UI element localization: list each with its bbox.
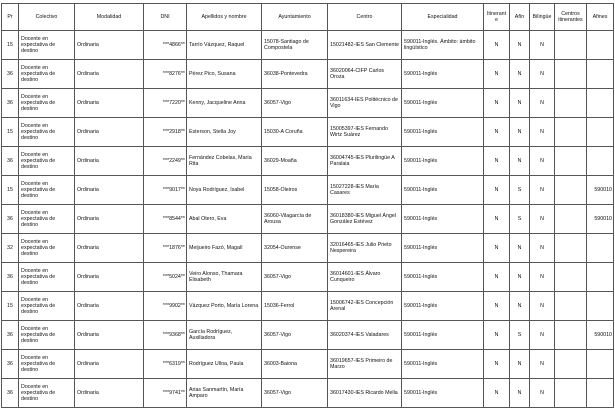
cell-afin: N: [510, 350, 530, 379]
cell-colectivo: Docente en expectativa de destino: [19, 147, 75, 176]
cell-ayuntamiento: 36003-Baiona: [262, 350, 328, 379]
cell-pr: 36: [2, 89, 19, 118]
cell-bilingue: N: [530, 292, 555, 321]
header-cell-dni: DNI: [144, 4, 187, 31]
cell-centros-itinerantes: [555, 350, 587, 379]
table-row: [2, 379, 614, 408]
cell-apellidos-nombre: Tarrío Vázquez, Raquel: [187, 31, 262, 60]
cell-pr: 36: [2, 147, 19, 176]
table-row: [2, 321, 614, 350]
cell-colectivo: Docente en expectativa de destino: [19, 205, 75, 234]
cell-modalidad: Ordinaria: [75, 263, 144, 292]
cell-afines: [587, 234, 614, 263]
cell-pr: 15: [2, 31, 19, 60]
cell-ayuntamiento: 36057-Vigo: [262, 263, 328, 292]
cell-afin: N: [510, 234, 530, 263]
cell-afines: [587, 118, 614, 147]
cell-bilingue: N: [530, 379, 555, 408]
cell-pr: 36: [2, 350, 19, 379]
header-cell-centro: Centro: [328, 4, 402, 31]
cell-colectivo: Docente en expectativa de destino: [19, 292, 75, 321]
cell-apellidos-nombre: Meijueiro Fazó, Magalí: [187, 234, 262, 263]
header-cell-centros-itinerantes: Centros itinerantes: [555, 4, 587, 31]
cell-afines: [587, 350, 614, 379]
cell-dni: ***9017**: [144, 176, 187, 205]
cell-apellidos-nombre: Esterson, Stella Joy: [187, 118, 262, 147]
cell-itinerante: N: [484, 31, 510, 60]
cell-dni: ***8276**: [144, 60, 187, 89]
cell-afines: [587, 292, 614, 321]
cell-centro: 36014601-IES Álvaro Cunqueiro: [328, 263, 402, 292]
cell-ayuntamiento: 36057-Vigo: [262, 379, 328, 408]
cell-afines: 590010: [587, 321, 614, 350]
cell-itinerante: N: [484, 292, 510, 321]
cell-colectivo: Docente en expectativa de destino: [19, 350, 75, 379]
cell-itinerante: N: [484, 350, 510, 379]
cell-colectivo: Docente en expectativa de destino: [19, 263, 75, 292]
cell-pr: 36: [2, 321, 19, 350]
cell-afines: [587, 31, 614, 60]
header-cell-afin: Afín: [510, 4, 530, 31]
cell-centro: 15027228-IES María Casares: [328, 176, 402, 205]
header-cell-ayuntamiento: Ayuntamiento: [262, 4, 328, 31]
cell-centro: 36004745-IES Plurilingüe A Paralaia: [328, 147, 402, 176]
header-cell-afines: Afines: [587, 4, 614, 31]
cell-apellidos-nombre: Vázquez Porto, María Lorena: [187, 292, 262, 321]
cell-itinerante: N: [484, 205, 510, 234]
cell-centro: 36020374-IES Valadares: [328, 321, 402, 350]
cell-afines: [587, 89, 614, 118]
cell-centros-itinerantes: [555, 321, 587, 350]
cell-afines: 590010: [587, 205, 614, 234]
cell-ayuntamiento: 36060-Vilagarcía de Arousa: [262, 205, 328, 234]
cell-bilingue: N: [530, 118, 555, 147]
cell-centros-itinerantes: [555, 147, 587, 176]
cell-especialidad: 590011-Inglés: [402, 147, 484, 176]
cell-colectivo: Docente en expectativa de destino: [19, 321, 75, 350]
cell-centro: 36017430-IES Ricardo Mella: [328, 379, 402, 408]
cell-ayuntamiento: 36029-Moaña: [262, 147, 328, 176]
cell-afin: S: [510, 321, 530, 350]
cell-afin: N: [510, 118, 530, 147]
header-cell-pr: Pr: [2, 4, 19, 31]
table-row: [2, 234, 614, 263]
cell-colectivo: Docente en expectativa de destino: [19, 379, 75, 408]
cell-colectivo: Docente en expectativa de destino: [19, 60, 75, 89]
cell-especialidad: 590011-Inglés: [402, 60, 484, 89]
cell-colectivo: Docente en expectativa de destino: [19, 89, 75, 118]
cell-especialidad: 590011-Inglés: [402, 263, 484, 292]
cell-afines: [587, 60, 614, 89]
cell-ayuntamiento: 15078-Santiago de Compostela: [262, 31, 328, 60]
cell-centros-itinerantes: [555, 60, 587, 89]
cell-especialidad: 590011-Inglés: [402, 118, 484, 147]
cell-dni: ***2918**: [144, 118, 187, 147]
cell-pr: 15: [2, 176, 19, 205]
cell-pr: 36: [2, 379, 19, 408]
cell-dni: ***2249**: [144, 147, 187, 176]
cell-dni: ***6319**: [144, 350, 187, 379]
table-row: [2, 60, 614, 89]
table-row: [2, 176, 614, 205]
table-row: [2, 89, 614, 118]
table-row: [2, 31, 614, 60]
header-cell-especialidad: Especialidad: [402, 4, 484, 31]
cell-centro: 36018380-IES Miguel Ángel González Estévez: [328, 205, 402, 234]
cell-afines: [587, 263, 614, 292]
cell-especialidad: 590011-Inglés: [402, 350, 484, 379]
cell-ayuntamiento: 15030-A Coruña: [262, 118, 328, 147]
cell-bilingue: N: [530, 147, 555, 176]
header-cell-modalidad: Modalidad: [75, 4, 144, 31]
cell-ayuntamiento: 32054-Ourense: [262, 234, 328, 263]
cell-centro: 15005397-IES Fernando Wirtz Suárez: [328, 118, 402, 147]
cell-itinerante: N: [484, 60, 510, 89]
cell-itinerante: N: [484, 147, 510, 176]
cell-afines: 590010: [587, 176, 614, 205]
cell-especialidad: 590011-Inglés. Ámbito: ámbito lingüístico: [402, 31, 484, 60]
cell-centros-itinerantes: [555, 379, 587, 408]
table-row: [2, 118, 614, 147]
cell-ayuntamiento: 15058-Oleiros: [262, 176, 328, 205]
cell-itinerante: N: [484, 379, 510, 408]
cell-pr: 36: [2, 60, 19, 89]
cell-pr: 15: [2, 292, 19, 321]
cell-modalidad: Ordinaria: [75, 234, 144, 263]
cell-bilingue: N: [530, 205, 555, 234]
cell-bilingue: N: [530, 31, 555, 60]
cell-centro: 36019657-IES Primeiro de Marzo: [328, 350, 402, 379]
cell-dni: ***8544**: [144, 205, 187, 234]
cell-bilingue: N: [530, 89, 555, 118]
cell-pr: 15: [2, 118, 19, 147]
cell-apellidos-nombre: Fernández Cobelas, María Rita: [187, 147, 262, 176]
assignments-table: [1, 3, 614, 408]
cell-itinerante: N: [484, 176, 510, 205]
cell-colectivo: Docente en expectativa de destino: [19, 118, 75, 147]
cell-centro: 36020064-CIFP Carlos Oroza: [328, 60, 402, 89]
cell-bilingue: N: [530, 350, 555, 379]
cell-modalidad: Ordinaria: [75, 89, 144, 118]
cell-bilingue: N: [530, 263, 555, 292]
cell-modalidad: Ordinaria: [75, 205, 144, 234]
cell-itinerante: N: [484, 118, 510, 147]
cell-itinerante: N: [484, 89, 510, 118]
cell-itinerante: N: [484, 234, 510, 263]
cell-ayuntamiento: 36057-Vigo: [262, 89, 328, 118]
cell-centros-itinerantes: [555, 31, 587, 60]
cell-pr: 36: [2, 263, 19, 292]
header-cell-bilingue: Bilingüe: [530, 4, 555, 31]
cell-apellidos-nombre: Noya Rodríguez, Isabel: [187, 176, 262, 205]
cell-centros-itinerantes: [555, 292, 587, 321]
cell-apellidos-nombre: Rodríguez Ulloa, Paula: [187, 350, 262, 379]
cell-itinerante: N: [484, 321, 510, 350]
cell-centros-itinerantes: [555, 234, 587, 263]
cell-dni: ***9902**: [144, 292, 187, 321]
cell-centros-itinerantes: [555, 205, 587, 234]
cell-especialidad: 590011-Inglés: [402, 292, 484, 321]
cell-dni: ***7220**: [144, 89, 187, 118]
cell-centros-itinerantes: [555, 176, 587, 205]
cell-modalidad: Ordinaria: [75, 379, 144, 408]
cell-modalidad: Ordinaria: [75, 147, 144, 176]
cell-modalidad: Ordinaria: [75, 321, 144, 350]
cell-ayuntamiento: 36057-Vigo: [262, 321, 328, 350]
cell-afines: [587, 147, 614, 176]
cell-modalidad: Ordinaria: [75, 292, 144, 321]
cell-colectivo: Docente en expectativa de destino: [19, 31, 75, 60]
cell-especialidad: 590011-Inglés: [402, 176, 484, 205]
cell-apellidos-nombre: García Rodríguez, Auxiliadora: [187, 321, 262, 350]
cell-centro: 36011634-IES Politécnico de Vigo: [328, 89, 402, 118]
cell-apellidos-nombre: Veiro Alonso, Thamara Elisabeth: [187, 263, 262, 292]
table-row: [2, 147, 614, 176]
cell-centro: 32016465-IES Julio Prieto Nespereira: [328, 234, 402, 263]
cell-bilingue: N: [530, 176, 555, 205]
cell-afin: N: [510, 31, 530, 60]
header-cell-itinerante: Itinerante: [484, 4, 510, 31]
table-body: [2, 31, 614, 408]
cell-modalidad: Ordinaria: [75, 350, 144, 379]
cell-apellidos-nombre: Abal Otero, Eva: [187, 205, 262, 234]
cell-modalidad: Ordinaria: [75, 31, 144, 60]
cell-modalidad: Ordinaria: [75, 118, 144, 147]
cell-dni: ***9368**: [144, 321, 187, 350]
cell-especialidad: 590011-Inglés: [402, 205, 484, 234]
cell-dni: ***9741**: [144, 379, 187, 408]
cell-itinerante: N: [484, 263, 510, 292]
cell-ayuntamiento: 36038-Pontevedra: [262, 60, 328, 89]
cell-afin: N: [510, 89, 530, 118]
cell-colectivo: Docente en expectativa de destino: [19, 234, 75, 263]
cell-especialidad: 590011-Inglés: [402, 379, 484, 408]
cell-modalidad: Ordinaria: [75, 60, 144, 89]
cell-dni: ***4866**: [144, 31, 187, 60]
cell-centros-itinerantes: [555, 263, 587, 292]
cell-afines: [587, 379, 614, 408]
cell-pr: 32: [2, 234, 19, 263]
header-cell-colectivo: Colectivo: [19, 4, 75, 31]
cell-colectivo: Docente en expectativa de destino: [19, 176, 75, 205]
header-row: [2, 4, 614, 31]
cell-especialidad: 590011-Inglés: [402, 321, 484, 350]
cell-bilingue: N: [530, 60, 555, 89]
cell-bilingue: N: [530, 234, 555, 263]
cell-centros-itinerantes: [555, 118, 587, 147]
cell-bilingue: N: [530, 321, 555, 350]
cell-centro: 15021482-IES San Clemente: [328, 31, 402, 60]
cell-afin: S: [510, 205, 530, 234]
cell-especialidad: 590011-Inglés: [402, 89, 484, 118]
cell-afin: N: [510, 292, 530, 321]
cell-centro: 15006742-IES Concepción Arenal: [328, 292, 402, 321]
cell-ayuntamiento: 15036-Ferrol: [262, 292, 328, 321]
cell-apellidos-nombre: Kenny, Jacqueline Anna: [187, 89, 262, 118]
cell-dni: ***5024**: [144, 263, 187, 292]
cell-pr: 36: [2, 205, 19, 234]
cell-apellidos-nombre: Arias Sanmartín, María Amparo: [187, 379, 262, 408]
cell-dni: ***1876**: [144, 234, 187, 263]
header-cell-apellidos-nombre: Apellidos y nombre: [187, 4, 262, 31]
table-row: [2, 263, 614, 292]
cell-modalidad: Ordinaria: [75, 176, 144, 205]
table-header: [2, 4, 614, 31]
cell-centros-itinerantes: [555, 89, 587, 118]
cell-especialidad: 590011-Inglés: [402, 234, 484, 263]
cell-afin: S: [510, 176, 530, 205]
cell-apellidos-nombre: Pérez Pico, Susana: [187, 60, 262, 89]
table-row: [2, 205, 614, 234]
cell-afin: N: [510, 60, 530, 89]
table-row: [2, 350, 614, 379]
cell-afin: N: [510, 147, 530, 176]
cell-afin: N: [510, 263, 530, 292]
cell-afin: N: [510, 379, 530, 408]
table-row: [2, 292, 614, 321]
